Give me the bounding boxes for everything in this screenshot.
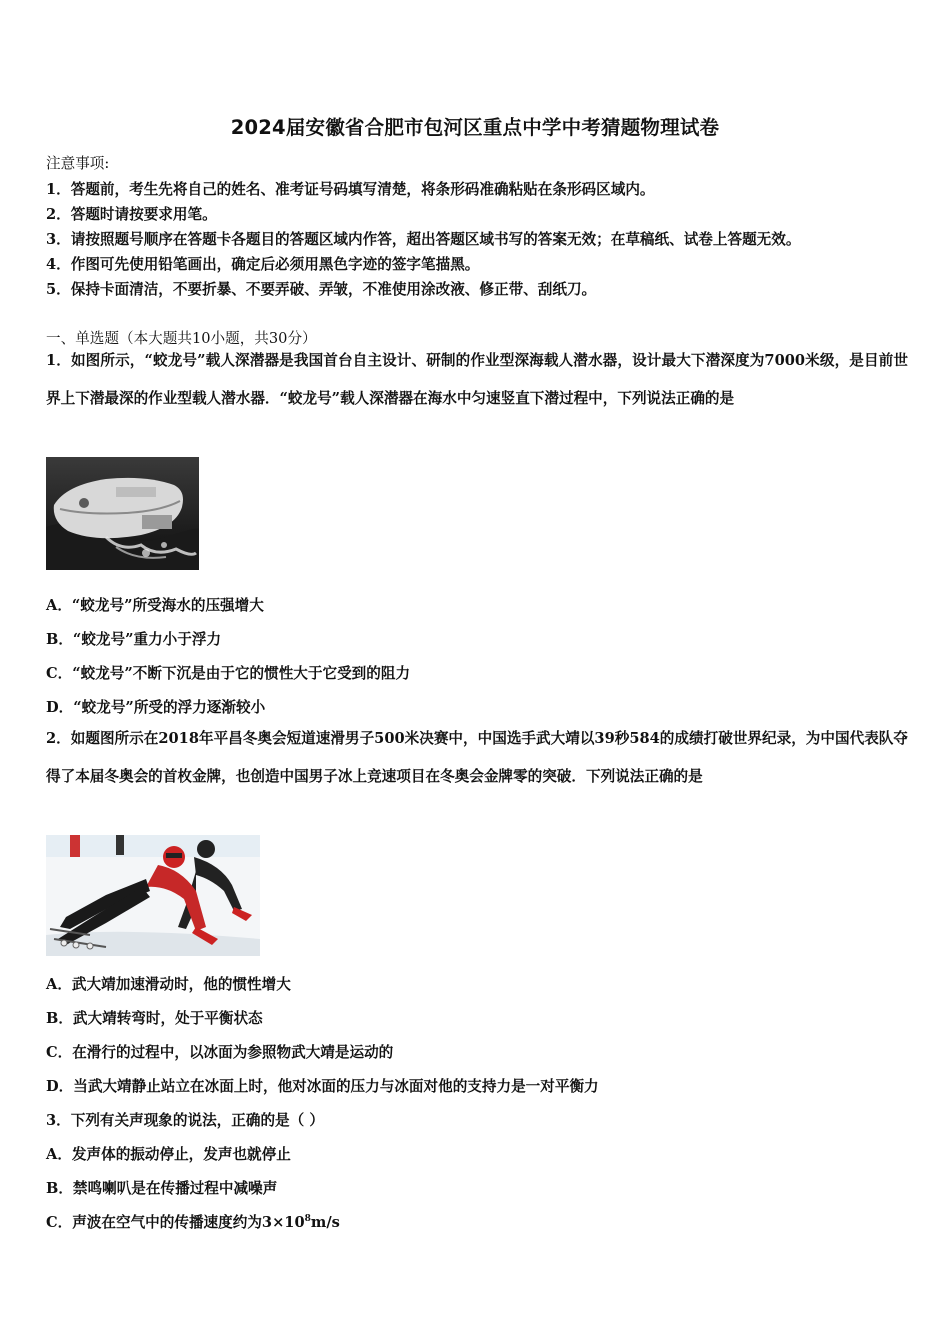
notice-item: 5．保持卡面清洁，不要折暴、不要弄破、弄皱，不准使用涂改液、修正带、刮纸刀。 xyxy=(46,281,597,298)
question-1-option: B．“蛟龙号”重力小于浮力 xyxy=(46,631,222,648)
question-1-option: A．“蛟龙号”所受海水的压强增大 xyxy=(46,597,264,614)
question-3-stem: 3．下列有关声现象的说法，正确的是（ ） xyxy=(46,1112,324,1129)
option-c-unit: m/s xyxy=(310,1214,340,1231)
question-1-option: C．“蛟龙号”不断下沉是由于它的惯性大于它受到的阻力 xyxy=(46,665,411,682)
question-2-option: B．武大靖转弯时，处于平衡状态 xyxy=(46,1010,263,1027)
option-c-text: C．声波在空气中的传播速度约为3×10 xyxy=(46,1214,305,1231)
submersible-illustration xyxy=(46,457,199,570)
question-3-option-c xyxy=(46,1211,340,1232)
question-1-option: D．“蛟龙号”所受的浮力逐渐较小 xyxy=(46,699,266,716)
submersible-photo xyxy=(46,457,199,570)
question-3-option: B．禁鸣喇叭是在传播过程中减噪声 xyxy=(46,1180,278,1197)
question-2-stem: 2．如题图所示在2018年平昌冬奥会短道速滑男子500米决赛中，中国选手武大靖以39秒584的成绩打破世界纪录，为中国代表队夺得了本届冬奥会的首枚金牌，也创造中国男子冰上竞速项目在冬奥会金牌零的突破．下列说法正确的是 xyxy=(46,730,908,785)
notice-item: 3．请按照题号顺序在答题卡各题目的答题区域内作答，超出答题区域书写的答案无效；在草稿纸、试卷上答题无效。 xyxy=(46,231,801,248)
question-3-option: A．发声体的振动停止，发声也就停止 xyxy=(46,1146,291,1163)
notice-item: 1．答题前，考生先将自己的姓名、准考证号码填写清楚，将条形码准确粘贴在条形码区域内。 xyxy=(46,181,655,198)
section-heading: 一、单选题（本大题共10小题，共30分） xyxy=(46,330,317,347)
notice-item: 4．作图可先使用铅笔画出，确定后必须用黑色字迹的签字笔描黑。 xyxy=(46,256,480,273)
question-1-stem: 1．如图所示，“蛟龙号”载人深潜器是我国首台自主设计、研制的作业型深海载人潜水器，设计最大下潜深度为7000米级，是目前世界上下潜最深的作业型载人潜水器．“蛟龙号”载人深潜器在海水中匀速竖直下潜过程中，下列说法正确的是 xyxy=(46,352,908,407)
question-2-option: D．当武大靖静止站立在冰面上时，他对冰面的压力与冰面对他的支持力是一对平衡力 xyxy=(46,1078,599,1095)
page-title: 2024届安徽省合肥市包河区重点中学中考猜题物理试卷 xyxy=(230,116,720,139)
notice-heading: 注意事项: xyxy=(46,155,110,172)
question-2-option: C．在滑行的过程中，以冰面为参照物武大靖是运动的 xyxy=(46,1044,394,1061)
option-c-exponent: 8 xyxy=(304,1214,311,1225)
question-2-option: A．武大靖加速滑动时，他的惯性增大 xyxy=(46,976,291,993)
speed-skating-photo xyxy=(46,835,260,956)
speed-skating-illustration xyxy=(46,835,260,956)
notice-item: 2．答题时请按要求用笔。 xyxy=(46,206,217,223)
